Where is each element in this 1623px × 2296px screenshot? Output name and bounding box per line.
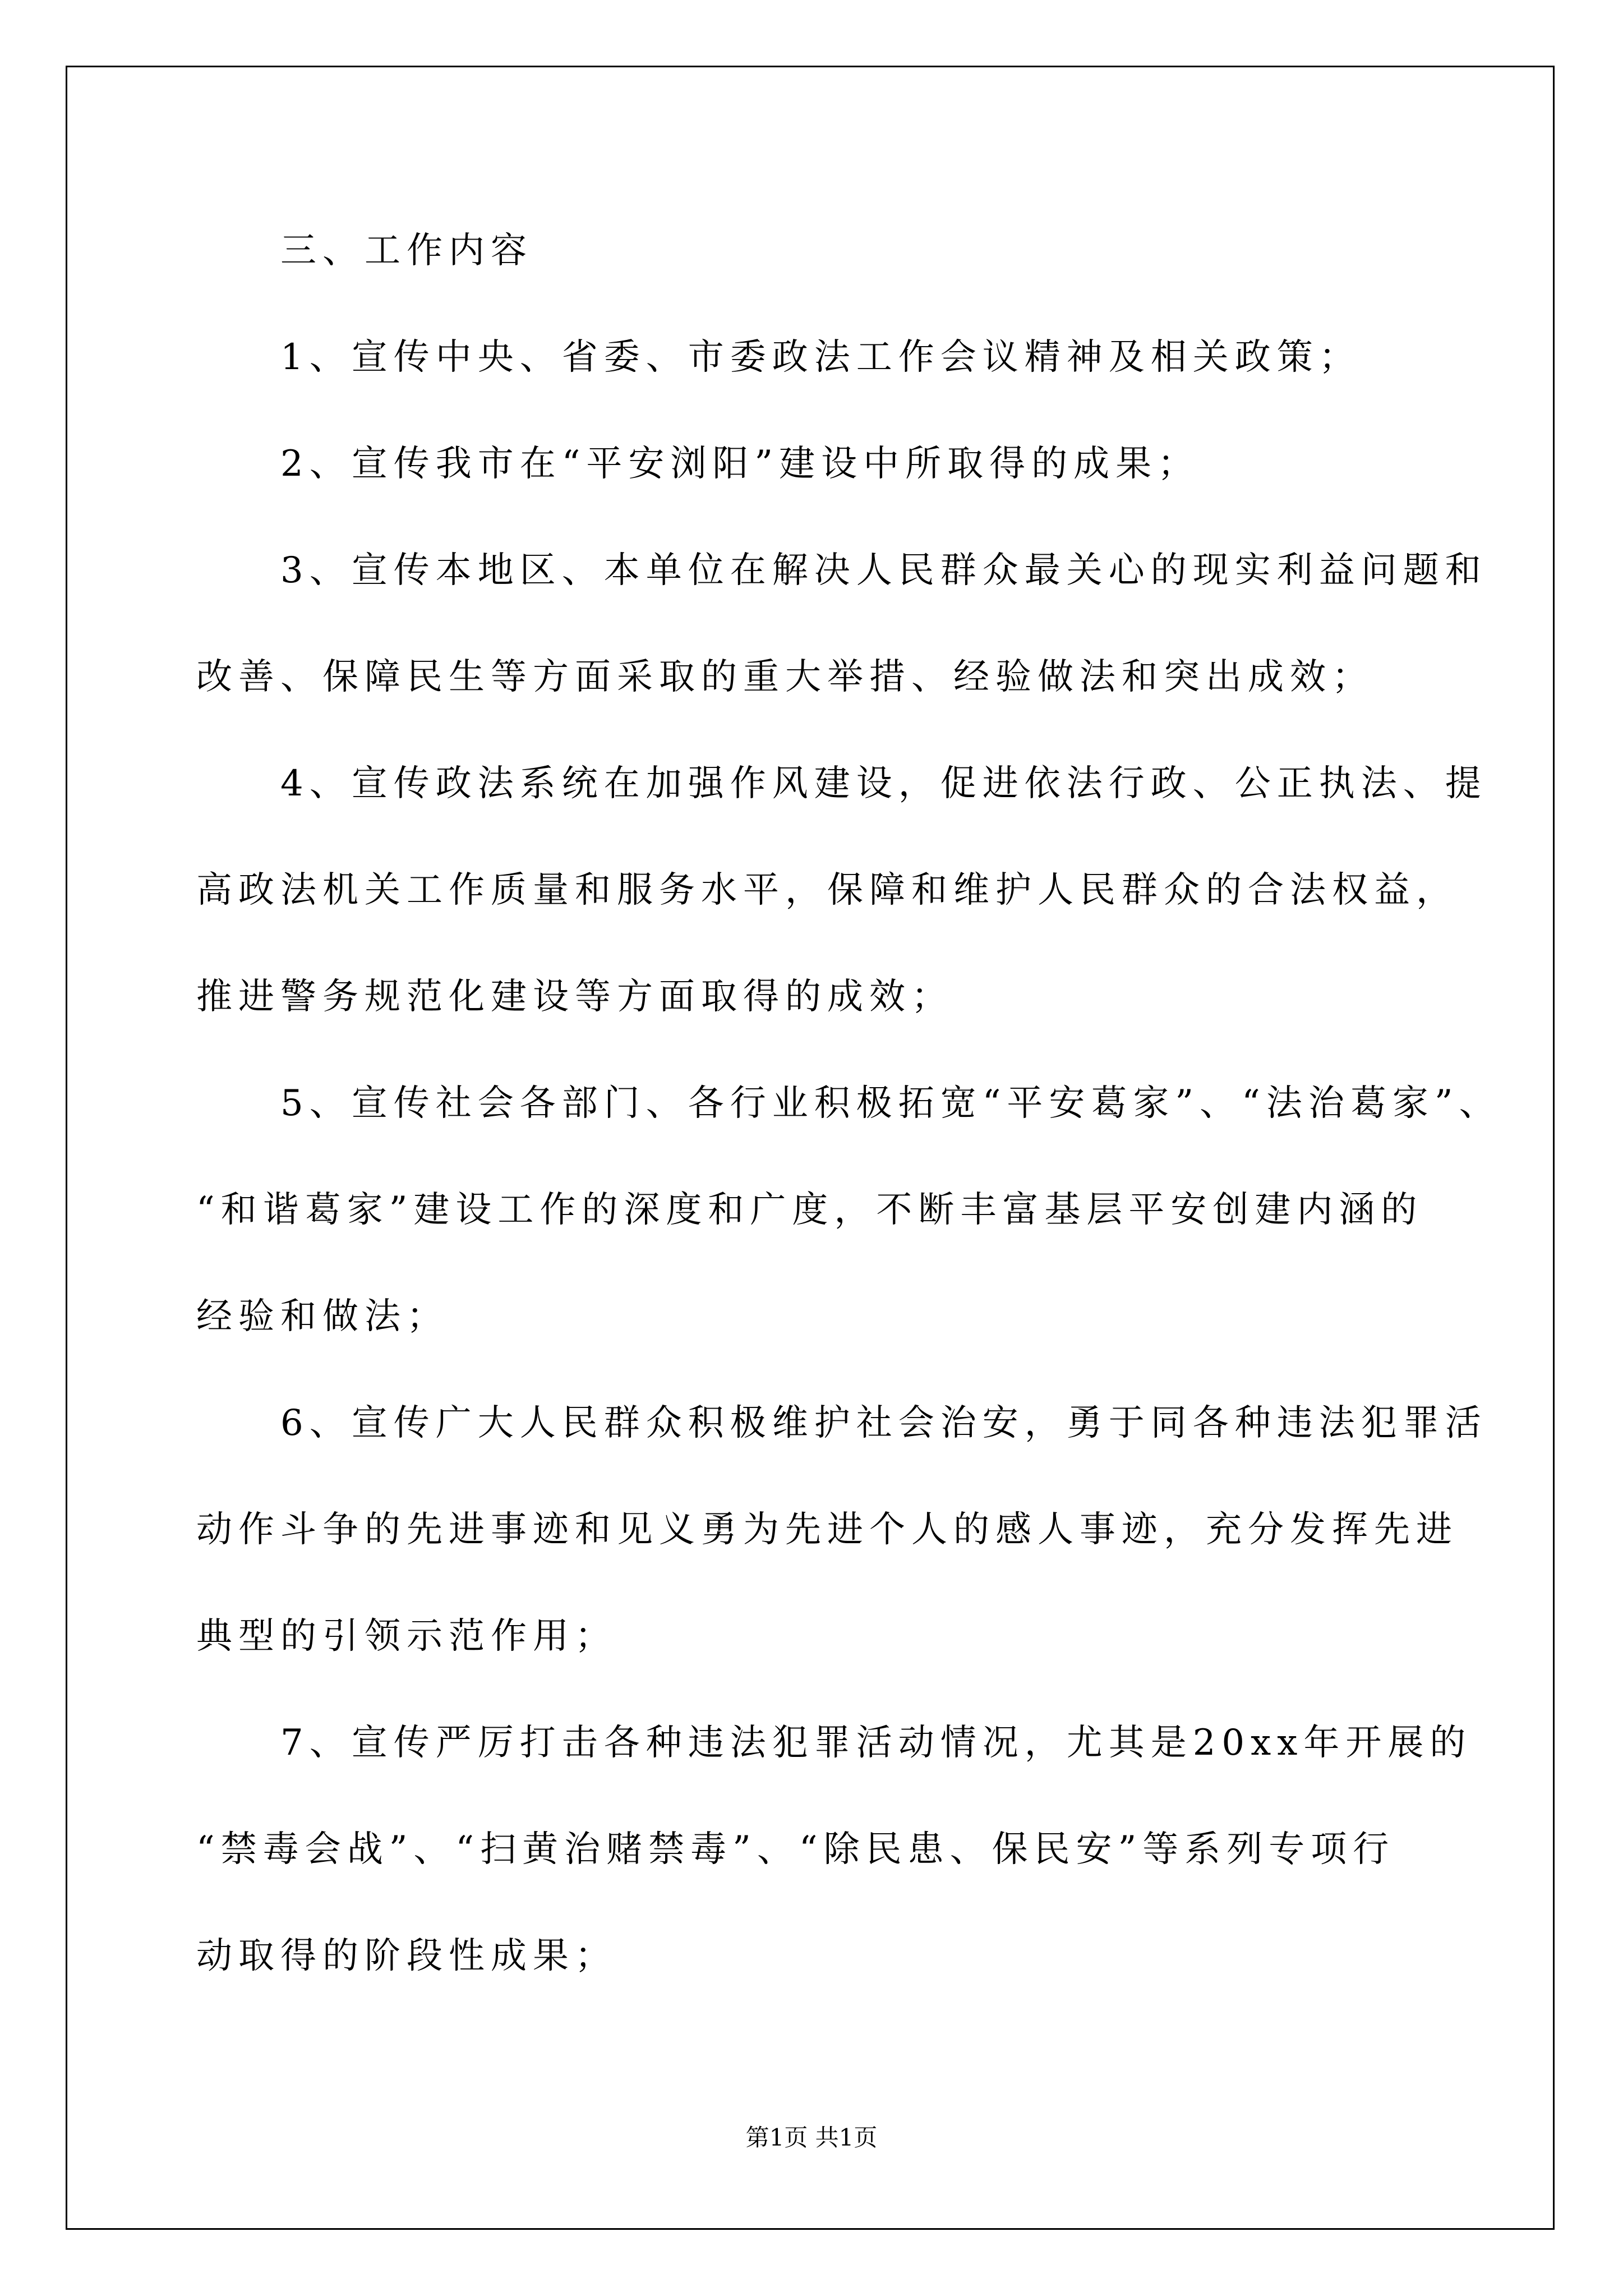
paragraph-5-line-3: 经验和做法； [196, 1296, 449, 1337]
paragraph-4-line-3: 推进警务规范化建设等方面取得的成效； [196, 976, 953, 1018]
paragraph-5-line-1: 5、宣传社会各部门、各行业积极拓宽“平安葛家”、“法治葛家”、 [280, 1083, 1501, 1124]
paragraph-5-line-2: “和谐葛家”建设工作的深度和广度，不断丰富基层平安创建内涵的 [196, 1189, 1423, 1231]
paragraph-7-line-3: 动取得的阶段性成果； [196, 1935, 617, 1977]
paragraph-6-line-1: 6、宣传广大人民群众积极维护社会治安，勇于同各种违法犯罪活 [280, 1402, 1487, 1444]
paragraph-3-line-2: 改善、保障民生等方面采取的重大举措、经验做法和突出成效； [196, 656, 1374, 698]
page-footer: 第1页 共1页 [745, 2124, 878, 2151]
paragraph-3-line-1: 3、宣传本地区、本单位在解决人民群众最关心的现实利益问题和 [280, 550, 1487, 591]
paragraph-1-line-1: 1、宣传中央、省委、市委政法工作会议精神及相关政策； [280, 337, 1361, 378]
paragraph-7-line-1: 7、宣传严厉打击各种违法犯罪活动情况，尤其是20xx年开展的 [280, 1722, 1472, 1764]
paragraph-6-line-3: 典型的引领示范作用； [196, 1616, 617, 1657]
section-heading: 三、工作内容 [280, 230, 533, 272]
page-frame [66, 66, 1555, 2230]
paragraph-2-line-1: 2、宣传我市在“平安浏阳”建设中所取得的成果； [280, 443, 1200, 485]
paragraph-4-line-2: 高政法机关工作质量和服务水平，保障和维护人民群众的合法权益， [196, 869, 1458, 911]
paragraph-7-line-2: “禁毒会战”、“扫黄治赌禁毒”、“除民患、保民安”等系列专项行 [196, 1829, 1395, 1870]
paragraph-4-line-1: 4、宣传政法系统在加强作风建设，促进依法行政、公正执法、提 [280, 763, 1487, 804]
paragraph-6-line-2: 动作斗争的先进事迹和见义勇为先进个人的感人事迹，充分发挥先进 [196, 1509, 1458, 1550]
